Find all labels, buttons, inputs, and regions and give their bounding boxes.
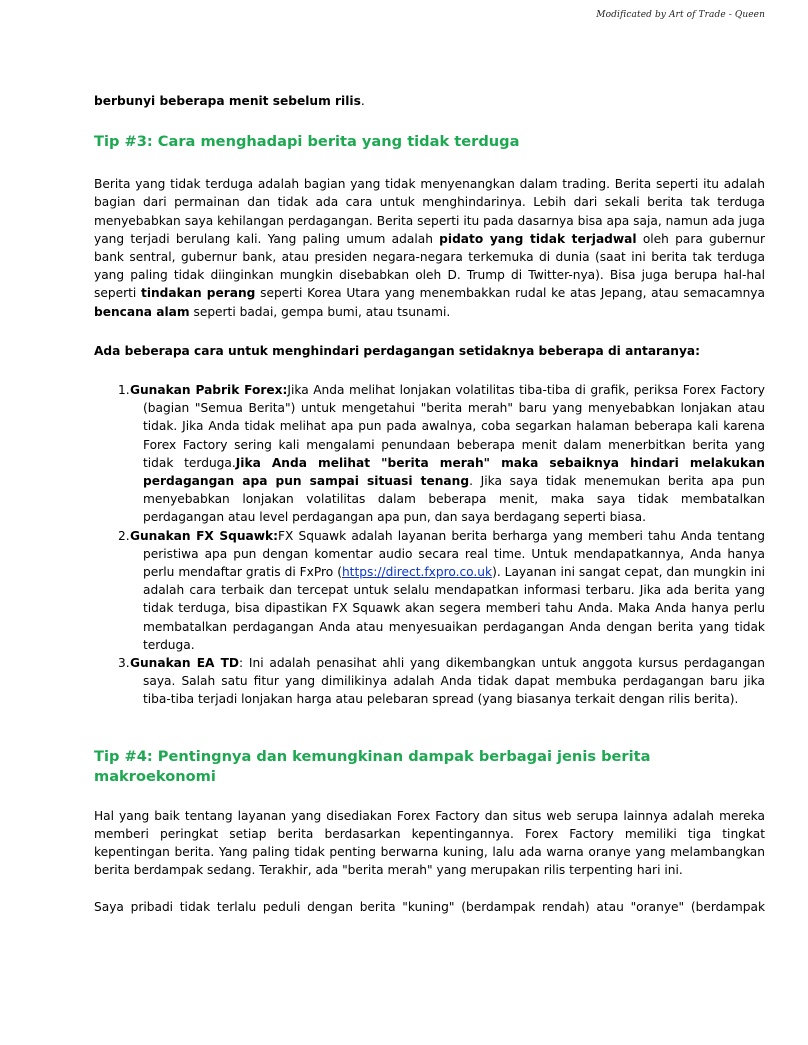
- tip4-paragraph-2: Saya pribadi tidak terlalu peduli dengan berita "kuning" (berdampak rendah) atau "oranye" (berdampak: [94, 899, 765, 914]
- tip3-text-2: oleh para gubernur bank sentral, gubernur bank, atau presiden negara-negara terkemuka di dunia (saat ini berita tak terduga yang paling tidak diinginkan mungkin disebabkan oleh D. Trump di Twitter-nya). Bisa juga berupa hal-hal seperti: [94, 231, 766, 301]
- list-item-text: : Ini adalah penasihat ahli yang dikembangkan untuk anggota kursus perdagangan saya. Salah satu fitur yang dimilikinya adalah Anda tidak dapat membuka perdagangan baru jika tiba-tiba terjadi lonjakan harga atau pelebaran spread (yang biasanya terkait dengan rilis berita).: [143, 656, 765, 707]
- list-item-lead: Gunakan FX Squawk:: [130, 528, 278, 543]
- list-item-lead: Gunakan EA TD: [130, 656, 240, 671]
- intro-line: [94, 92, 765, 110]
- tip3-text-4: seperti badai, gempa bumi, atau tsunami.: [189, 304, 451, 319]
- list-item-text: Jika Anda melihat lonjakan volatilitas tiba-tiba di grafik, periksa Forex Factory (bagian "Semua Berita") untuk mengetahui "berita merah" baru yang menyebabkan lonjakan atau tidak. Jika Anda tidak melihat apa pun pada awalnya, coba segarkan halaman beberapa kali karena Forex Factory sering kali mengalami penundaan beberapa menit dalam menerbitkan berita yang tidak terduga.: [143, 383, 766, 470]
- tip3-bold-2: tindakan perang: [141, 286, 256, 301]
- list-item-text-2: ). Layanan ini sangat cepat, dan mungkin ini adalah cara terbaik dan tercepat untuk selalu mendapatkan informasi terbaru. Jika ada berita yang tidak terduga, bisa dipastikan FX Squawk akan segera memberi tahu Anda. Maka Anda hanya perlu membatalkan perdagangan Anda atau menyesuaikan perdagangan Anda dengan berita yang tidak terduga.: [143, 565, 765, 652]
- list-item-number: 1.: [118, 383, 130, 398]
- tip3-bold-3: bencana alam: [94, 304, 190, 319]
- list-item: [94, 527, 765, 654]
- tip3-bold-1: pidato yang tidak terjadwal: [439, 231, 637, 246]
- tip3-heading: Tip #3: Cara menghadapi berita yang tidak terduga: [94, 133, 520, 151]
- tip3-text-1: Berita yang tidak terduga adalah bagian yang tidak menyenangkan dalam trading. Berita seperti itu adalah bagian dari permainan dan tidak ada cara untuk menghindarinya. Lebih dari sekali berita tak terduga menyebabkan saya kehilangan perdagangan. Berita seperti itu pada dasarnya bisa apa saja, namun ada juga yang terjadi berulang kali. Yang paling umum adalah: [94, 177, 765, 246]
- tip3-subheading: Ada beberapa cara untuk menghindari perdagangan setidaknya beberapa di antaranya:: [94, 343, 700, 358]
- list-item-number: 2.: [118, 528, 130, 543]
- tip3-paragraph: [94, 175, 765, 321]
- fxpro-link[interactable]: https://direct.fxpro.co.uk: [341, 565, 493, 580]
- list-item-number: 3.: [118, 656, 130, 671]
- intro-bold-text: berbunyi beberapa menit sebelum rilis: [94, 94, 361, 108]
- list-item: [94, 381, 765, 527]
- tip3-text-3: seperti Korea Utara yang menembakkan rudal ke atas Jepang, atau semacamnya: [255, 286, 765, 301]
- tip4-heading: Tip #4: Pentingnya dan kemungkinan dampak berbagai jenis berita makroekonomi: [94, 747, 651, 785]
- list-item-text-2: . Jika saya tidak menemukan berita apa pun menyebabkan lonjakan volatilitas dalam beberapa menit, maka saya tidak membatalkan perdagangan atau level perdagangan apa pun, dan saya berdagang seperti biasa.: [143, 474, 765, 525]
- tip4-paragraph-1: Hal yang baik tentang layanan yang disediakan Forex Factory dan situs web serupa lainnya adalah mereka memberi peringkat setiap berita berdasarkan kepentingannya. Forex Factory memiliki tiga tingkat kepentingan berita. Yang paling tidak penting berwarna kuning, lalu ada warna oranye yang melambangkan berita berdampak sedang. Terakhir, ada "berita merah" yang merupakan rilis terpenting hari ini.: [94, 808, 765, 878]
- list-item-bold: Jika Anda melihat "berita merah" maka sebaiknya hindari melakukan perdagangan apa pun sampai situasi tenang: [143, 455, 765, 489]
- intro-period: .: [360, 94, 365, 108]
- tip3-list: [94, 381, 765, 709]
- list-item-lead: Gunakan Pabrik Forex:: [130, 383, 288, 398]
- header-credit: Modificated by Art of Trade - Queen: [596, 10, 765, 20]
- list-item-text: FX Squawk adalah layanan berita berharga yang memberi tahu Anda tentang peristiwa apa pun dengan komentar audio secara real time. Untuk mendapatkannya, Anda hanya perlu mendaftar gratis di FxPro (: [143, 528, 765, 580]
- list-item: [94, 654, 765, 709]
- document-body: [94, 92, 765, 916]
